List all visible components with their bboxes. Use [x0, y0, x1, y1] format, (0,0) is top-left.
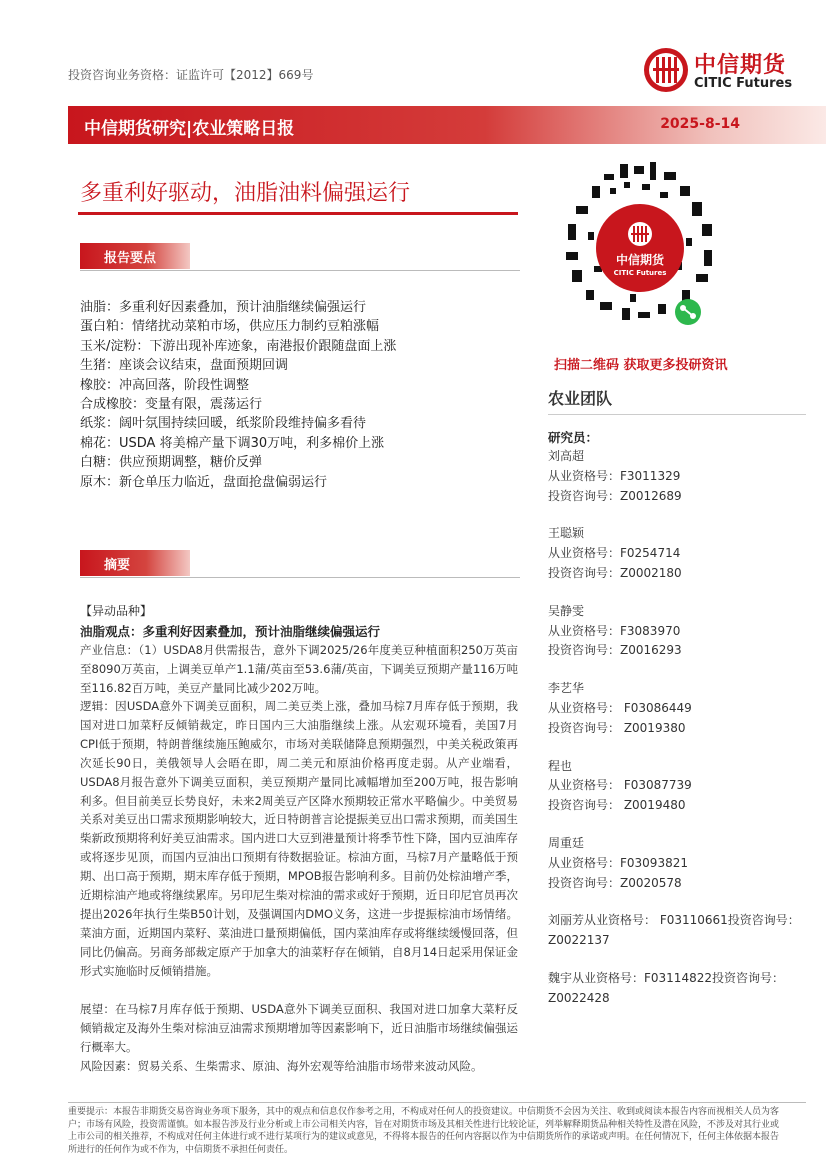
- analyst-name: 刘高超: [548, 449, 585, 463]
- key-point-item: 油脂：多重利好因素叠加，预计油脂继续偏强运行: [80, 300, 367, 315]
- key-point-item: 合成橡胶：变量有限，震荡运行: [80, 396, 263, 412]
- report-date: 2025-8-14: [660, 116, 740, 132]
- summary-heading: 摘要: [104, 558, 131, 573]
- analyst-combined: 魏宇从业资格号：F03114822投资咨询号：Z0022428: [548, 970, 784, 1005]
- analyst-label: 研究员：: [548, 430, 599, 445]
- analyst-consulting-no: 投资咨询号：Z0020578: [548, 875, 682, 890]
- analyst-entry: [548, 834, 806, 893]
- analyst-entry: [548, 911, 806, 951]
- logo-chinese-name: 中信期货: [694, 53, 787, 78]
- key-points-list: [80, 298, 396, 492]
- analyst-consulting-no: 投资咨询号： Z0019480: [548, 798, 686, 813]
- disclaimer: 重要提示：本报告非期货交易咨询业务项下服务，其中的观点和信息仅作参考之用，不构成对任何人的投资建议。中信期货不会因为关注、收到或阅读本报告内容而视相关人员为客户；市场有风险，投资需谨慎。如本报告涉及行业分析或上市公司相关内容，旨在对期货市场及其相关性进行比较论证，列举解释期货品种相关特性及潜在风险，不涉及对其行业或上市公司的相关推荐，不构成对任何主体进行或不进行某项行为的建议或意见，不得将本报告的任何内容据以作为中信期货所作的承诺或声明。在任何情况下，任何主体依据本报告所进行的任何作为或不作为，中信期货不承担任何责任。: [68, 1107, 780, 1155]
- analyst-qualification: 从业资格号： F03086449: [548, 700, 692, 715]
- outlook-paragraph: 展望：在马棕7月库存低于预期、USDA意外下调美豆面积、我国对进口加拿大菜籽反倾销裁定及海外生柴对棕油豆油需求预期增加等因素影响下，近日油脂市场继续偏强运行概率大。: [80, 1002, 518, 1054]
- analyst-entry: [548, 602, 806, 661]
- analyst-list: [548, 447, 806, 1027]
- license-text: 投资咨询业务资格：证监许可【2012】669号: [68, 68, 314, 82]
- key-point-item: 生猪：座谈会议结束，盘面预期回调: [80, 358, 289, 374]
- footer-divider: [68, 1102, 806, 1103]
- report-title: 多重利好驱动，油脂油料偏强运行: [80, 181, 411, 206]
- analyst-name: 周重廷: [548, 835, 585, 850]
- key-point-item: 原木：新仓单压力临近，盘面抢盘偏弱运行: [80, 474, 328, 490]
- key-point-item: 蛋白粕：情绪扰动菜粕市场，供应压力制约豆粕涨幅: [80, 319, 380, 335]
- analyst-entry: [548, 524, 806, 583]
- analyst-qualification: 从业资格号：F03093821: [548, 855, 688, 870]
- analyst-entry: [548, 679, 806, 738]
- qr-logo-cn: 中信期货: [615, 253, 665, 267]
- analyst-consulting-no: 投资咨询号： Z0019380: [548, 720, 686, 735]
- citic-futures-logo: [640, 44, 805, 96]
- risk-paragraph: 风险因素：贸易关系、生柴需求、原油、海外宏观等给油脂市场带来波动风险。: [80, 1059, 483, 1073]
- analyst-consulting-no: 投资咨询号：Z0016293: [548, 643, 682, 658]
- analyst-qualification: 从业资格号： F03087739: [548, 778, 692, 793]
- logic-paragraph: 逻辑：因USDA意外下调美豆面积，周二美豆类上涨，叠加马棕7月库存低于预期，我国对进口加菜籽反倾销裁定，昨日国内三大油脂继续上涨。从宏观环境看，美国7月CPI低于预期，特朗普继续施压鲍威尔，市场对美联储降息预期强烈，中美关税政策再次延长90日，美俄领导人会晤在即，周二美元和原油价格再度走弱。从产业端看，USDA8月报告意外下调美豆面积，美豆预期产量同比减幅增加至200万吨，报告影响利多。但目前美豆长势良好，未来2周美豆产区降水预期较正常水平略偏少。中美贸易关系对美豆出口需求预期影响较大，近日特朗普言论提振美豆出口需求预期，而美国生柴新政预期将利好美豆油需求。国内进口大豆到港量预计将季节性下降，国内豆油库存或将逐步见顶，而国内豆油出口预期有待数据验证。棕油方面，马棕7月产量略低于预期、出口高于预期，期末库存低于预期，MPOB报告影响利多。目前仍处棕油增产季，近期棕油产地或将继续累库。另印尼生柴对棕油的需求或好于预期，近日印尼官员再次提出2026年执行生柴B50计划，及强调国内DMO义务，这进一步提振棕油市场情绪。菜油方面，近期国内菜籽、菜油进口量预期偏低，国内菜油库存或将继续缓慢回落，但同比仍偏高。另商务部裁定原产于加拿大的油菜籽存在倾销，自8月14日起采用保证金形式实施临时反倾销措施。: [80, 699, 518, 978]
- analyst-name: 王聪颖: [548, 526, 585, 541]
- analyst-combined: 刘丽芳从业资格号： F03110661投资咨询号：Z0022137: [548, 913, 800, 948]
- qr-code-icon: [564, 162, 716, 338]
- summary-view: 油脂观点：多重利好因素叠加，预计油脂继续偏强运行: [80, 624, 381, 639]
- analyst-qualification: 从业资格号：F0254714: [548, 546, 681, 561]
- analyst-name: 吴静雯: [548, 603, 585, 618]
- key-point-item: 玉米/淀粉：下游出现补库迹象，南港报价跟随盘面上涨: [80, 338, 397, 354]
- analyst-qualification: 从业资格号：F3083970: [548, 623, 681, 638]
- key-point-item: 白糖：供应预期调整，糖价反弹: [80, 455, 263, 471]
- key-point-item: 棉花：USDA 将美棉产量下调30万吨，利多棉价上涨: [80, 435, 385, 451]
- analyst-entry: [548, 969, 806, 1009]
- citic-logo-icon: [642, 46, 690, 94]
- qr-logo-en: CITIC Futures: [613, 269, 667, 277]
- qr-caption: 扫描二维码 获取更多投研资讯: [554, 358, 728, 373]
- header-banner: [68, 106, 826, 144]
- analyst-consulting-no: 投资咨询号：Z0002180: [548, 565, 682, 580]
- analyst-name: 李艺华: [548, 681, 585, 696]
- key-points-heading: 报告要点: [104, 251, 157, 266]
- logo-english-name: CITIC Futures: [694, 76, 793, 91]
- team-divider: [548, 414, 806, 415]
- analyst-qualification: 从业资格号：F3011329: [548, 468, 681, 483]
- key-point-item: 橡胶：冲高回落，阶段性调整: [80, 377, 250, 393]
- summary-subheading: 【异动品种】: [80, 604, 153, 618]
- summary-section-header: [80, 550, 520, 576]
- analyst-entry: [548, 757, 806, 816]
- analyst-consulting-no: 投资咨询号：Z0012689: [548, 488, 682, 503]
- analyst-entry: [548, 447, 806, 506]
- banner-title: 中信期货研究|农业策略日报: [84, 119, 295, 139]
- key-point-item: 纸浆：阔叶氛围持续回暖，纸浆阶段维持偏多看待: [80, 416, 367, 432]
- analyst-name: 程也: [548, 758, 573, 773]
- industry-info-paragraph: 产业信息：（1）USDA8月供需报告，意外下调2025/26年度美豆种植面积250万英亩至8090万英亩，上调美豆单产1.1蒲/英亩至53.6蒲/英亩，下调美豆预期产量116万吨至116.82百万吨，美豆产量同比减少202万吨。: [80, 643, 518, 695]
- qr-code[interactable]: [564, 162, 716, 338]
- team-title: 农业团队: [548, 389, 613, 408]
- key-points-section-header: [80, 243, 520, 269]
- title-divider: [78, 212, 518, 215]
